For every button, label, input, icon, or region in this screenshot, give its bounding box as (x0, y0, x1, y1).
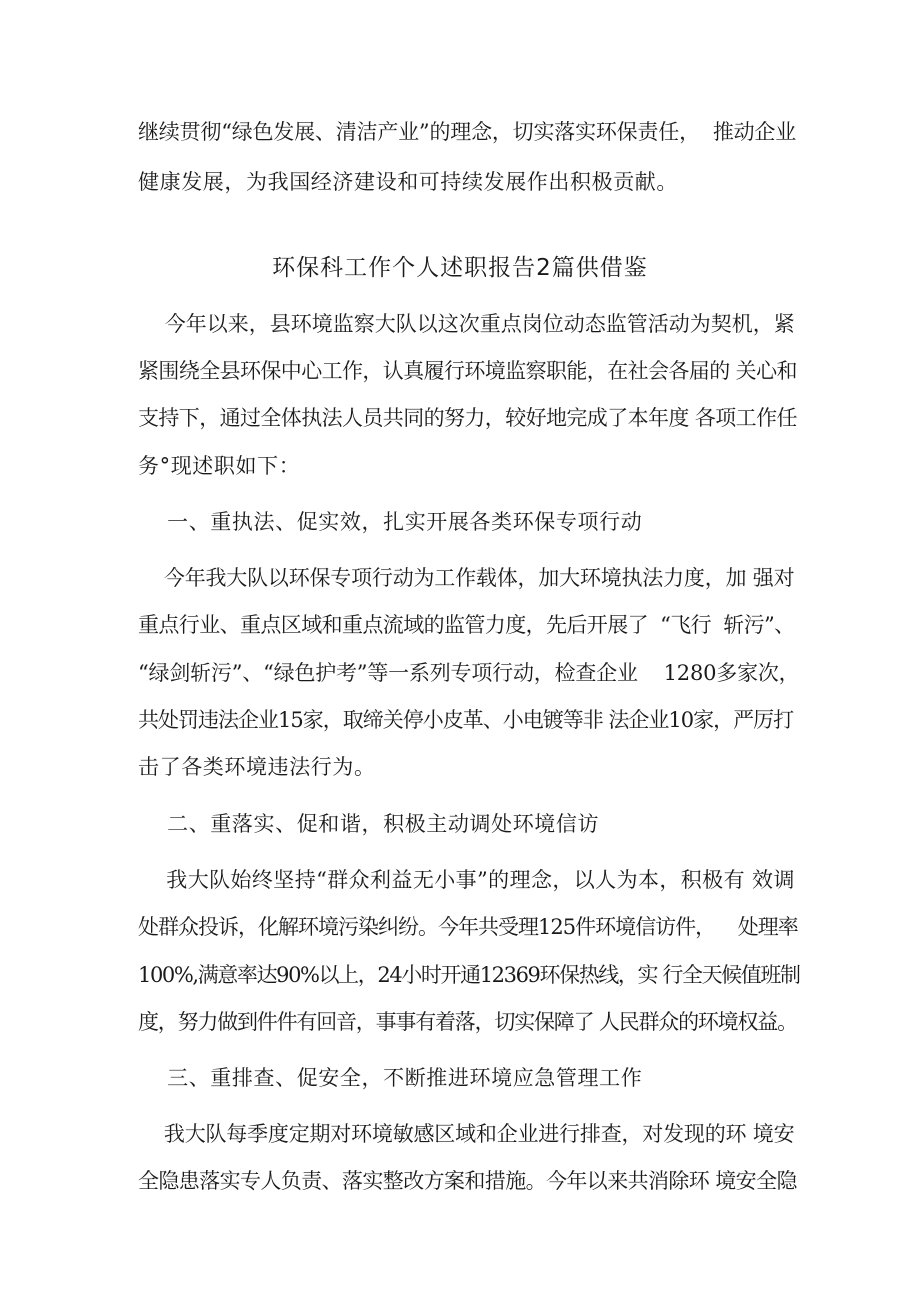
section-2-line-1: 我大队始终坚持“群众利益无小事”的理念，以人为本，积极有 效调 (138, 868, 795, 892)
section-2-line-4: 度，努力做到件件有回音，事事有着落，切实保障了 人民群众的环境权益。 (138, 1010, 797, 1034)
opening-line-3: 支持下，通过全体执法人员共同的努力，较好地完成了本年度 各项工作任 (138, 406, 797, 430)
section-2-line-2: 处群众投诉，化解环境污染纠纷。今年共受理125件环境信访件， 处理率 (138, 915, 798, 939)
report-title: 环保科工作个人述职报告2篇供借鉴 (272, 255, 648, 281)
section-1-line-2: 重点行业、重点区域和重点流域的监管力度，先后开展了 “飞行 斩污”、 (138, 613, 795, 637)
intro-line-1: 继续贯彻“绿色发展、清洁产业”的理念，切实落实环保责任， 推动企业 (138, 120, 797, 144)
section-1-line-3: “绿剑斩污”、“绿色护考”等一系列专项行动，检查企业 1280多家次， (138, 661, 800, 685)
section-3-heading: 三、重排查、促安全，不断推进环境应急管理工作 (138, 1066, 643, 1090)
section-3-line-2: 全隐患落实专人负责、落实整改方案和措施。今年以来共消除环 境安全隐 (138, 1169, 797, 1193)
section-2-line-3: 100%,满意率达90%以上，24小时开通12369环保热线，实 行全天候值班制 (138, 963, 800, 987)
opening-line-4: 务°现述职如下： (138, 454, 301, 478)
section-1-line-4: 共处罚违法企业15家，取缔关停小皮革、小电镀等非 法企业10家，严厉打 (138, 708, 794, 732)
section-3-line-1: 我大队每季度定期对环境敏感区域和企业进行排查，对发现的环 境安 (138, 1122, 795, 1146)
section-1-heading: 一、重执法、促实效，扎实开展各类环保专项行动 (138, 510, 643, 534)
opening-line-2: 紧围绕全县环保中心工作，认真履行环境监察职能，在社会各届的 关心和 (138, 359, 797, 383)
opening-line-1: 今年以来，县环境监察大队以这次重点岗位动态监管活动为契机，紧 (138, 312, 795, 336)
section-1-line-5: 击了各类环境违法行为。 (138, 755, 376, 779)
section-2-heading: 二、重落实、促和谐，积极主动调处环境信访 (138, 812, 600, 836)
section-1-line-1: 今年我大队以环保专项行动为工作载体，加大环境执法力度，加 强对 (138, 566, 795, 590)
intro-line-2: 健康发展，为我国经济建设和可持续发展作出积极贡献。 (138, 170, 678, 194)
